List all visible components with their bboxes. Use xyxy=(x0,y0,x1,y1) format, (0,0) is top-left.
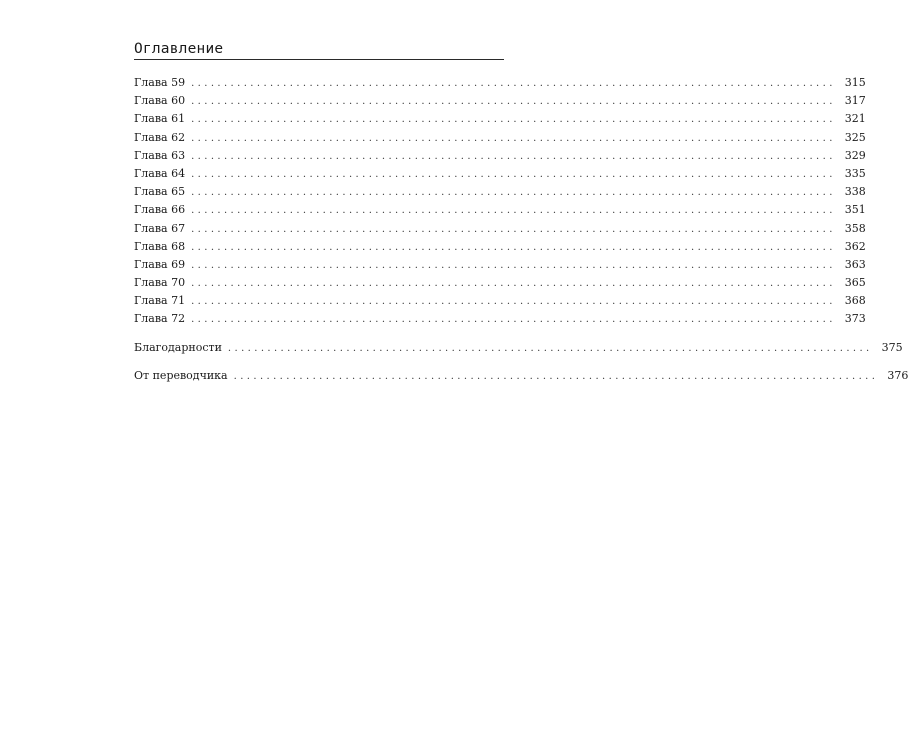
toc-entry-label: Глава 66 xyxy=(134,203,186,217)
dot-leader: .................................................................................................. xyxy=(191,314,836,326)
dot-leader: .................................................................................................. xyxy=(191,205,836,217)
dot-leader: .................................................................................................. xyxy=(191,223,836,235)
toc-entry-chapter[interactable] xyxy=(134,129,866,147)
toc-entry-label: Глава 64 xyxy=(134,166,186,180)
toc-entry-chapter[interactable] xyxy=(134,92,866,110)
toc-entry-chapter[interactable] xyxy=(134,274,866,292)
toc-entry-page: 325 xyxy=(844,130,866,144)
toc-entry-label: Глава 70 xyxy=(134,276,186,290)
toc-entry-label: От переводчика xyxy=(134,368,228,382)
toc-entry-page: 335 xyxy=(844,166,866,180)
toc-entry-chapter[interactable] xyxy=(134,310,866,328)
table-of-contents xyxy=(134,74,908,385)
dot-leader: .................................................................................................. xyxy=(191,241,836,253)
dot-leader: .................................................................................................. xyxy=(191,296,836,308)
chapter-list xyxy=(134,74,866,329)
toc-entry-page: 362 xyxy=(844,239,866,253)
page-title: Оглавление xyxy=(134,41,224,57)
dot-leader: .................................................................................................. xyxy=(233,370,879,382)
toc-entry-page: 338 xyxy=(844,185,866,199)
dot-leader: .................................................................................................. xyxy=(191,259,836,271)
dot-leader: .................................................................................................. xyxy=(191,150,836,162)
toc-entry-label: Глава 67 xyxy=(134,221,186,235)
toc-entry-page: 363 xyxy=(844,257,866,271)
toc-entry-chapter[interactable] xyxy=(134,238,866,256)
dot-leader: .................................................................................................. xyxy=(191,114,836,126)
dot-leader: .................................................................................................. xyxy=(191,78,836,89)
toc-entry-label: Глава 69 xyxy=(134,257,186,271)
toc-entry-page: 376 xyxy=(887,368,908,382)
toc-entry-page: 315 xyxy=(844,76,866,89)
toc-entry-label: Глава 65 xyxy=(134,185,186,199)
toc-header xyxy=(134,40,504,60)
toc-entry-page: 375 xyxy=(881,340,903,354)
toc-entry-translator[interactable] xyxy=(134,367,908,385)
toc-entry-page: 373 xyxy=(844,312,866,326)
toc-entry-label: Глава 60 xyxy=(134,94,186,108)
toc-entry-chapter[interactable] xyxy=(134,220,866,238)
toc-entry-page: 365 xyxy=(844,276,866,290)
toc-entry-chapter[interactable] xyxy=(134,110,866,128)
toc-entry-page: 358 xyxy=(844,221,866,235)
toc-entry-chapter[interactable] xyxy=(134,183,866,201)
toc-entry-label: Глава 72 xyxy=(134,312,186,326)
toc-entry-chapter[interactable] xyxy=(134,165,866,183)
toc-entry-page: 317 xyxy=(844,94,866,108)
toc-entry-label: Глава 68 xyxy=(134,239,186,253)
toc-entry-label: Благодарности xyxy=(134,340,222,354)
toc-entry-acknowledgements[interactable] xyxy=(134,339,903,357)
dot-leader: .................................................................................................. xyxy=(191,187,836,199)
toc-entry-label: Глава 71 xyxy=(134,294,186,308)
toc-entry-chapter[interactable] xyxy=(134,292,866,310)
toc-entry-chapter[interactable] xyxy=(134,147,866,165)
dot-leader: .................................................................................................. xyxy=(191,168,836,180)
toc-entry-page: 351 xyxy=(844,203,866,217)
dot-leader: .................................................................................................. xyxy=(191,132,836,144)
toc-entry-chapter[interactable] xyxy=(134,201,866,219)
toc-entry-chapter[interactable] xyxy=(134,74,866,92)
dot-leader: .................................................................................................. xyxy=(191,278,836,290)
toc-entry-page: 329 xyxy=(844,148,866,162)
toc-entry-page: 368 xyxy=(844,294,866,308)
dot-leader: .................................................................................................. xyxy=(191,96,836,108)
toc-entry-chapter[interactable] xyxy=(134,256,866,274)
toc-entry-label: Глава 62 xyxy=(134,130,186,144)
toc-entry-label: Глава 61 xyxy=(134,112,186,126)
toc-entry-label: Глава 59 xyxy=(134,76,186,89)
toc-entry-page: 321 xyxy=(844,112,866,126)
toc-entry-label: Глава 63 xyxy=(134,148,186,162)
dot-leader: .................................................................................................. xyxy=(227,342,873,354)
